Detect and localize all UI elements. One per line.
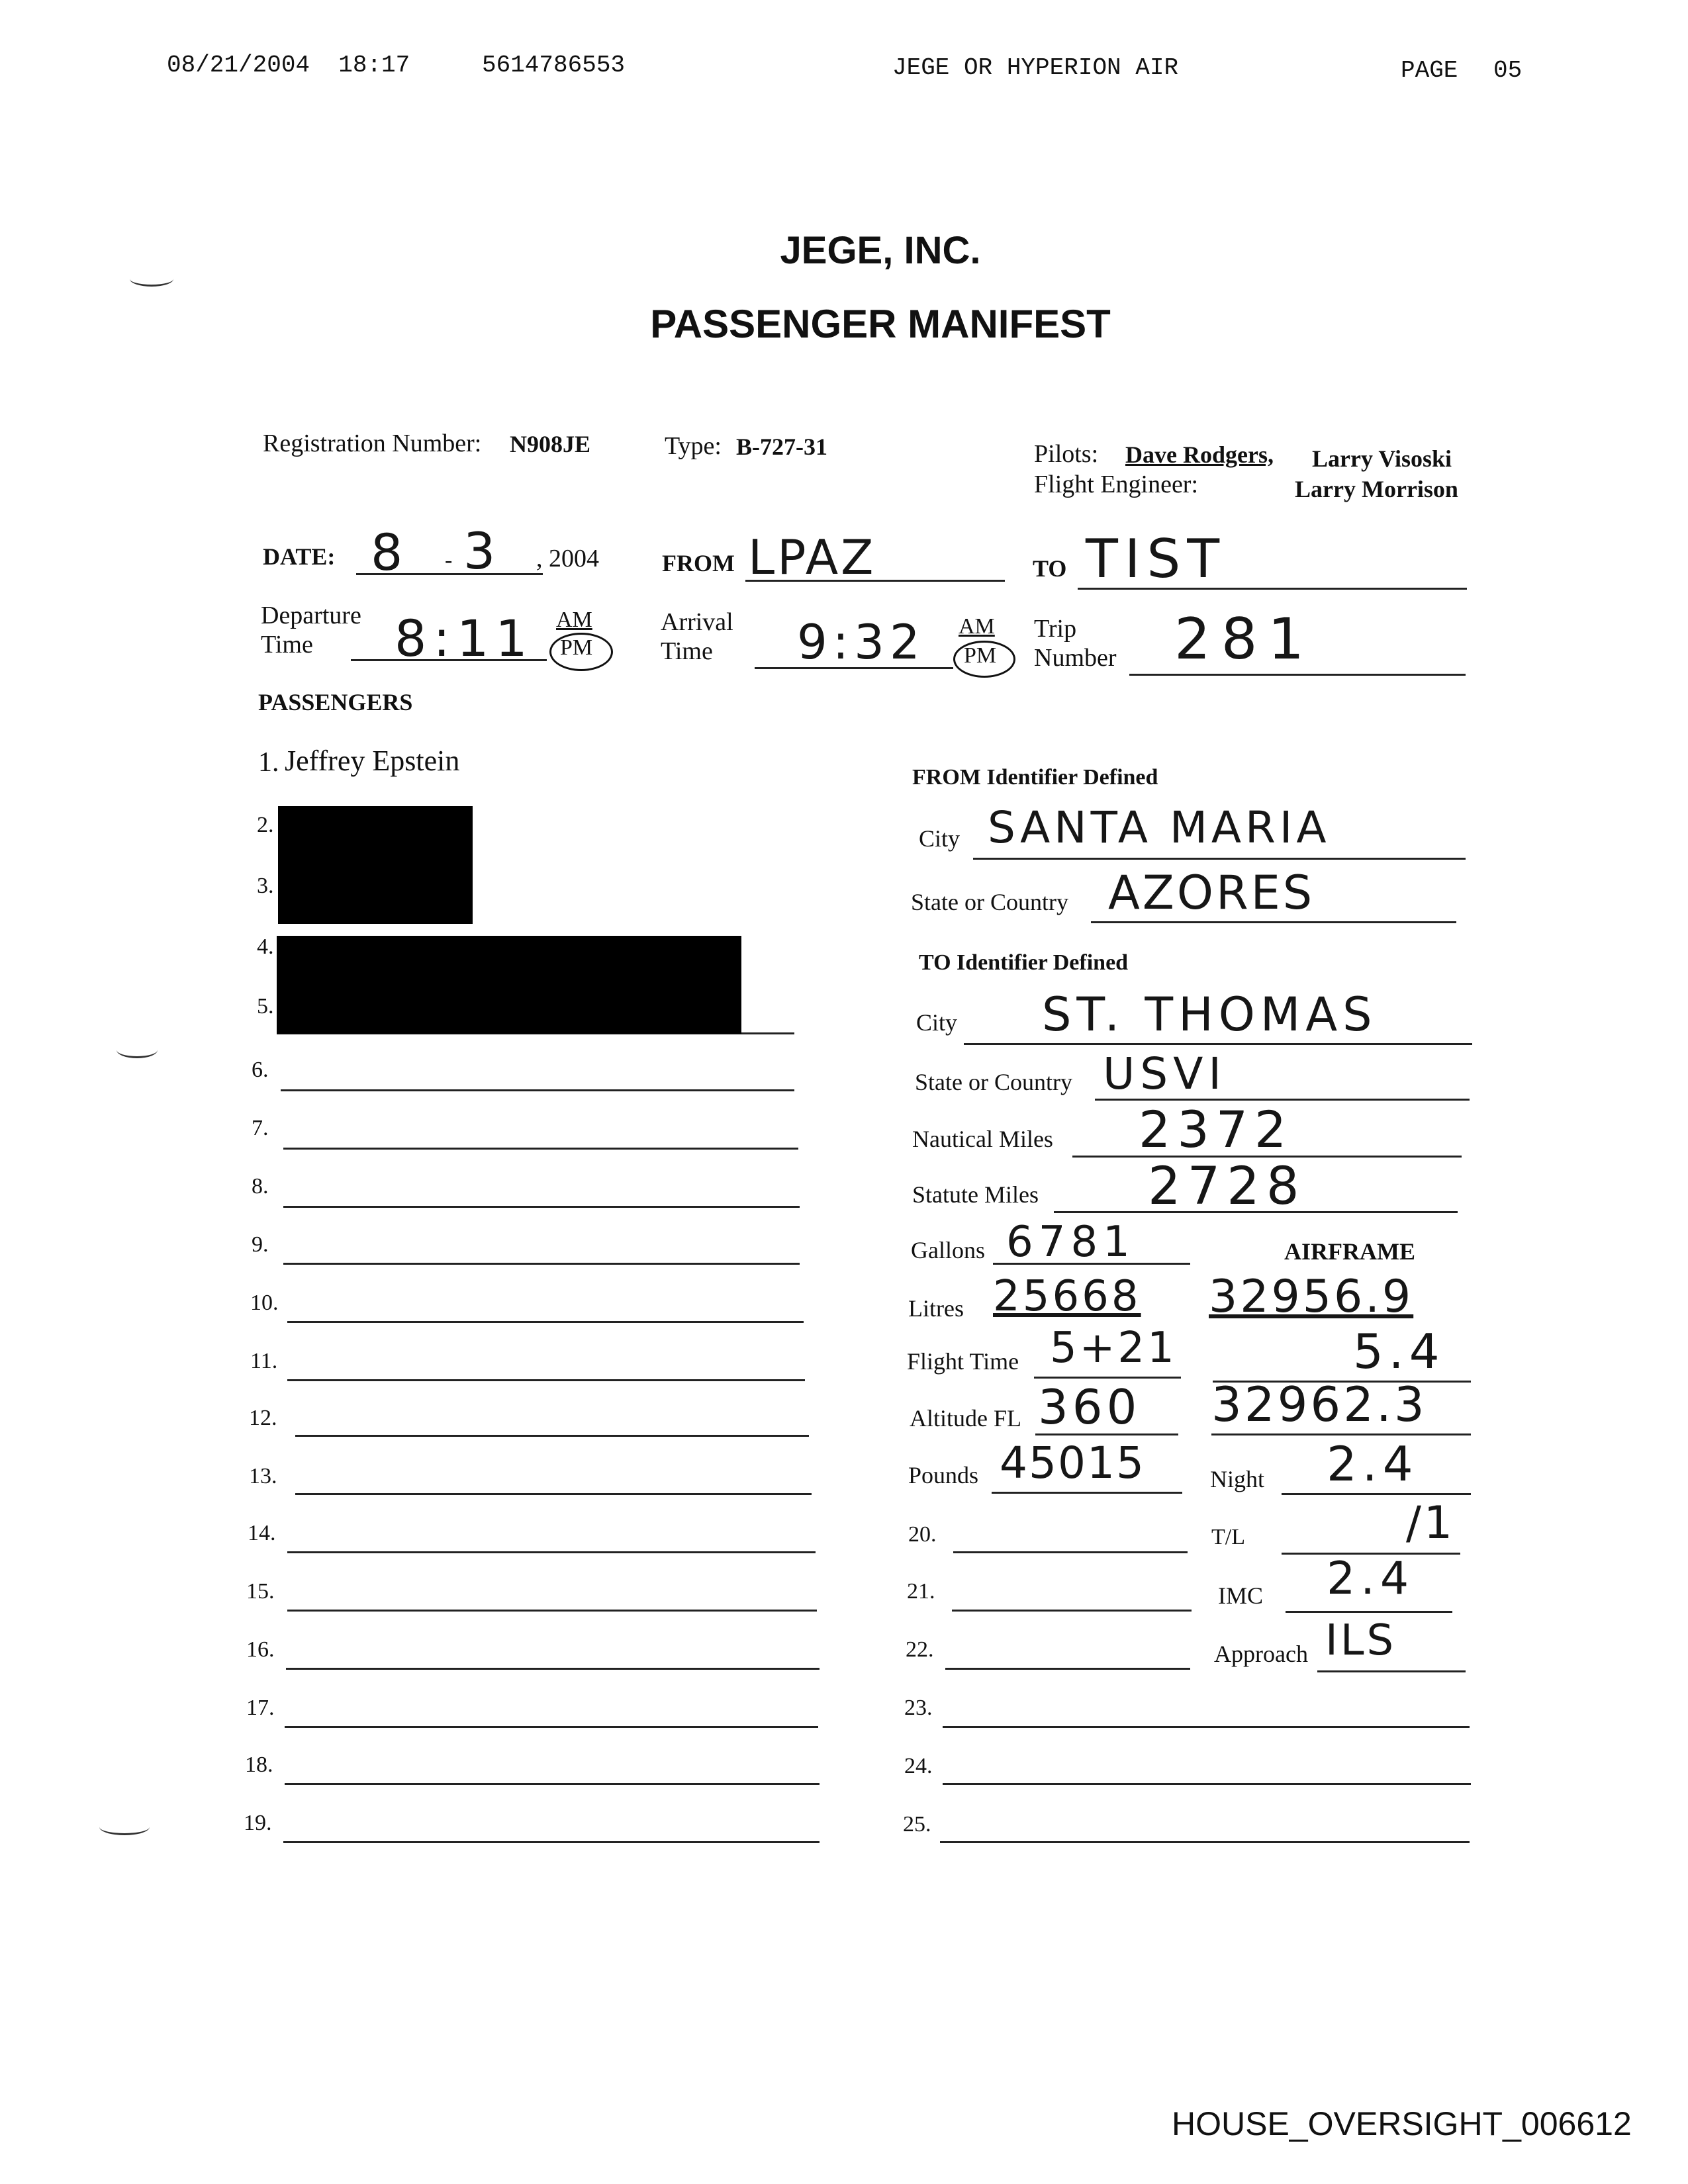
passenger-10-number: 10. [250, 1291, 279, 1315]
approach-value: ILS [1325, 1616, 1397, 1665]
departure-label-line1: Departure [261, 602, 361, 629]
type-label: Type: [665, 432, 722, 460]
to-identifier-heading: TO Identifier Defined [919, 950, 1129, 975]
from-label: FROM [662, 550, 735, 576]
arrival-time: 9:32 [797, 614, 925, 670]
passenger-20-number: 20. [908, 1522, 937, 1547]
engineer-value: Larry Morrison [1295, 476, 1458, 502]
passenger-16-number: 16. [246, 1637, 275, 1662]
passenger-3-number: 3. [257, 874, 274, 898]
statute-miles-label: Statute Miles [912, 1181, 1039, 1208]
night-value: 2.4 [1327, 1436, 1419, 1492]
passengers-heading: PASSENGERS [258, 689, 413, 715]
statute-miles-value: 2728 [1148, 1157, 1306, 1216]
airframe-end: 32962.3 [1211, 1377, 1427, 1432]
date-label: DATE: [263, 543, 336, 570]
passenger-21-number: 21. [907, 1579, 935, 1604]
to-city-label: City [916, 1009, 958, 1036]
departure-time: 8:11 [395, 609, 534, 668]
tl-label: T/L [1211, 1525, 1245, 1549]
passenger-5-number: 5. [257, 994, 274, 1019]
from-identifier-heading: FROM Identifier Defined [912, 765, 1158, 790]
pilot-2: Larry Visoski [1312, 445, 1452, 472]
redaction-block-2-3 [278, 806, 473, 924]
to-state-value: USVI [1103, 1048, 1227, 1099]
trip-label-line2: Number [1034, 644, 1117, 672]
nautical-miles-value: 2372 [1139, 1100, 1293, 1159]
pilot-1: Dave Rodgers, [1125, 441, 1274, 468]
date-month: 8 [371, 523, 406, 582]
passenger-12-number: 12. [249, 1406, 277, 1430]
trip-number: 281 [1174, 606, 1315, 672]
passenger-13-number: 13. [249, 1464, 277, 1488]
bates-number: HOUSE_OVERSIGHT_006612 [1172, 2105, 1632, 2142]
passenger-19-number: 19. [244, 1811, 272, 1835]
scan-mark [117, 1042, 158, 1058]
from-code: LPAZ [748, 529, 876, 585]
approach-label: Approach [1214, 1641, 1308, 1667]
passenger-2-number: 2. [257, 813, 274, 837]
passenger-24-number: 24. [904, 1754, 933, 1778]
flight-time-value: 5+21 [1050, 1324, 1177, 1373]
litres-value: 25668 [993, 1272, 1141, 1321]
gallons-value: 6781 [1006, 1218, 1135, 1267]
to-code: TIST [1086, 528, 1227, 590]
airframe-start: 32956.9 [1209, 1271, 1414, 1323]
passenger-25-number: 25. [903, 1812, 931, 1837]
fax-datetime: 08/21/2004 18:17 [167, 52, 410, 79]
to-label: TO [1033, 555, 1067, 582]
fax-phone: 5614786553 [482, 52, 626, 79]
passenger-17-number: 17. [246, 1696, 275, 1720]
arrival-label-line2: Time [661, 637, 713, 665]
altitude-label: Altitude FL [910, 1405, 1021, 1432]
fax-page-label: PAGE [1401, 57, 1458, 84]
altitude-value: 360 [1038, 1379, 1141, 1435]
date-dash: - [445, 548, 453, 572]
redaction-block-4-5 [277, 936, 741, 1034]
airframe-flight: 5.4 [1353, 1324, 1445, 1379]
passenger-8-number: 8. [252, 1174, 269, 1199]
passenger-11-number: 11. [250, 1349, 278, 1373]
passenger-1-number: 1. [258, 747, 279, 778]
passenger-15-number: 15. [246, 1579, 275, 1604]
document-title: PASSENGER MANIFEST [650, 302, 1111, 346]
tl-value: /1 [1406, 1497, 1456, 1549]
departure-am: AM [556, 608, 592, 632]
date-day: 3 [463, 522, 498, 580]
pounds-label: Pounds [908, 1462, 979, 1488]
passenger-1-name: Jeffrey Epstein [285, 745, 460, 777]
gallons-label: Gallons [911, 1237, 985, 1263]
scan-mark [130, 271, 173, 287]
departure-label-line2: Time [261, 631, 313, 659]
passenger-7-number: 7. [252, 1116, 269, 1140]
registration-value: N908JE [510, 431, 591, 457]
night-label: Night [1210, 1466, 1265, 1492]
nautical-miles-label: Nautical Miles [912, 1126, 1053, 1152]
arrival-am: AM [959, 614, 995, 639]
type-value: B-727-31 [736, 433, 827, 460]
flight-time-label: Flight Time [907, 1348, 1019, 1375]
airframe-heading: AIRFRAME [1284, 1238, 1415, 1265]
date-year: , 2004 [536, 545, 599, 572]
to-state-label: State or Country [915, 1069, 1072, 1095]
scan-mark [99, 1819, 150, 1835]
passenger-6-number: 6. [252, 1058, 269, 1082]
fax-company: JEGE OR HYPERION AIR [892, 54, 1179, 81]
passenger-23-number: 23. [904, 1696, 933, 1720]
trip-label-line1: Trip [1034, 615, 1077, 643]
from-state-value: AZORES [1108, 866, 1315, 920]
engineer-label: Flight Engineer: [1034, 471, 1199, 498]
litres-label: Litres [908, 1295, 964, 1322]
from-city-value: SANTA MARIA [988, 802, 1331, 853]
fax-page-number: 05 [1493, 57, 1523, 84]
from-state-label: State or Country [911, 889, 1068, 915]
imc-label: IMC [1218, 1582, 1264, 1609]
passenger-18-number: 18. [245, 1752, 273, 1777]
to-city-value: ST. THOMAS [1042, 987, 1378, 1042]
registration-label: Registration Number: [263, 430, 482, 457]
pounds-value: 45015 [1000, 1437, 1145, 1488]
departure-pm: PM [560, 635, 593, 660]
arrival-pm: PM [964, 643, 997, 668]
passenger-4-number: 4. [257, 934, 274, 959]
company-title: JEGE, INC. [780, 229, 981, 272]
imc-value: 2.4 [1327, 1553, 1415, 1605]
passenger-22-number: 22. [906, 1637, 934, 1662]
pilots-label: Pilots: [1034, 440, 1099, 468]
arrival-label-line1: Arrival [661, 608, 733, 636]
from-city-label: City [919, 825, 961, 852]
passenger-9-number: 9. [252, 1232, 269, 1257]
passenger-14-number: 14. [248, 1521, 276, 1545]
